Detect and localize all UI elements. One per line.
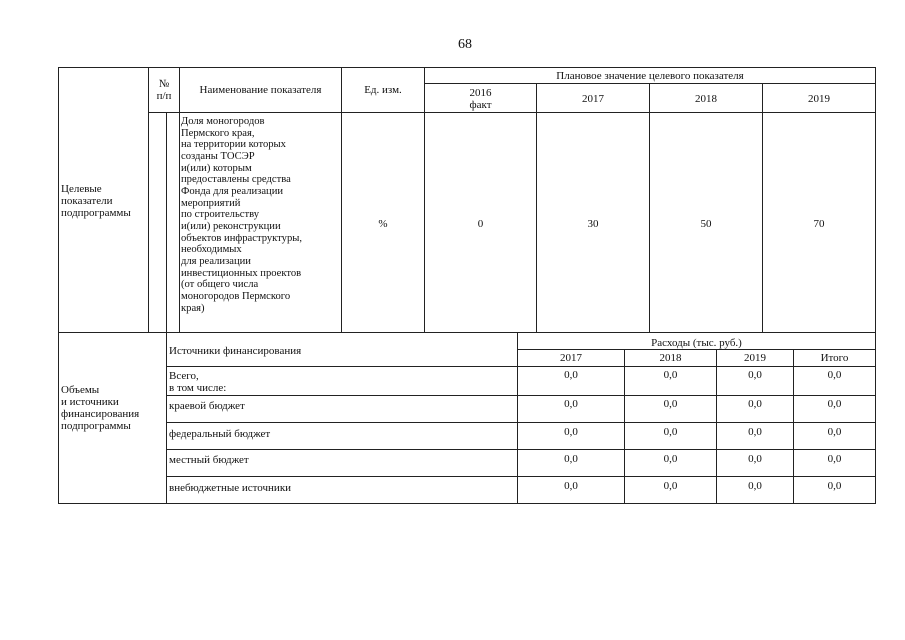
fin-cell: 0,0: [748, 480, 762, 492]
table-left-border: [58, 67, 59, 504]
indicator-name: Доля моногородов Пермского края, на территории которых созданы ТОСЭР и(или) которым предоставлены средства Фонда для реализации мероприятий по строительству и(или) реконструкции объектов инфраструктуры, необходимых для реализации инвестиционных проектов (от общего числа моногородов Пермского края): [181, 116, 303, 314]
table-top-border: [58, 67, 876, 68]
row-divider: [166, 476, 876, 477]
sources-header: Источники финансирования: [169, 345, 302, 357]
fin-row-label-local: местный бюджет: [169, 454, 249, 466]
num-header: № п/п: [156, 78, 172, 102]
targets-bottom-border: [58, 332, 876, 333]
name-header: Наименование показателя: [199, 84, 322, 96]
num-col-divider: [148, 67, 149, 332]
fin-cell: 0,0: [663, 426, 678, 438]
value-2017: 30: [587, 218, 599, 230]
year-2018-divider: [649, 83, 650, 332]
fin-col-total: Итого: [820, 352, 849, 364]
page-number: 68: [458, 37, 472, 52]
fin-row-label-extrabudgetary: внебюджетные источники: [169, 482, 292, 494]
fin-cell: 0,0: [827, 480, 842, 492]
fin-cell: 0,0: [663, 480, 678, 492]
header-bottom-border: [148, 112, 876, 113]
fin-cell: 0,0: [663, 398, 678, 410]
planned-header-divider: [424, 83, 876, 84]
financing-label-divider: [166, 332, 167, 504]
targets-section-title: Целевые показатели подпрограммы: [61, 183, 131, 219]
fin-cell: 0,0: [748, 453, 762, 465]
fin-col-2019: 2019: [744, 352, 766, 364]
value-2018: 50: [700, 218, 712, 230]
year-header-2016: 2016 факт: [469, 87, 492, 111]
fin-col-2018: 2018: [659, 352, 682, 364]
fin-row-label-total: Всего, в том числе:: [169, 370, 227, 394]
expenses-header-divider: [517, 349, 876, 350]
fin-cell: 0,0: [564, 369, 578, 381]
fin-cell: 0,0: [564, 426, 578, 438]
row-divider: [166, 449, 876, 450]
unit-col-left-divider: [341, 67, 342, 332]
table-bottom-border: [58, 503, 876, 504]
num-col-inner-divider: [166, 112, 167, 332]
fin-cell: 0,0: [663, 369, 678, 381]
planned-value-header: Плановое значение целевого показателя: [556, 70, 744, 82]
year-2017-divider: [536, 83, 537, 332]
row-divider: [166, 395, 876, 396]
year-header-2017: 2017: [582, 93, 604, 105]
row-divider: [166, 422, 876, 423]
fin-cell: 0,0: [827, 369, 842, 381]
unit-header: Ед. изм.: [364, 84, 402, 96]
fin-cell: 0,0: [663, 453, 678, 465]
financing-section-title: Объемы и источники финансирования подпрограммы: [61, 384, 140, 432]
fin-col-2017: 2017: [560, 352, 582, 364]
year-header-2019: 2019: [808, 93, 830, 105]
value-2019: 70: [813, 218, 825, 230]
fin-cell: 0,0: [748, 398, 762, 410]
expenses-header: Расходы (тыс. руб.): [651, 337, 742, 349]
year-2019-divider: [762, 83, 763, 332]
financing-header-bottom: [166, 366, 876, 367]
fin-cell: 0,0: [748, 426, 762, 438]
fin-cell: 0,0: [564, 480, 578, 492]
fin-cell: 0,0: [564, 398, 578, 410]
fin-cell: 0,0: [827, 426, 842, 438]
table-right-border: [875, 67, 876, 504]
fin-row-label-regional: краевой бюджет: [169, 400, 245, 412]
year-header-2018: 2018: [695, 93, 717, 105]
fin-cell: 0,0: [564, 453, 578, 465]
fin-cell: 0,0: [748, 369, 762, 381]
fin-row-label-federal: федеральный бюджет: [169, 428, 271, 440]
name-col-divider: [179, 67, 180, 332]
fin-cell: 0,0: [827, 398, 842, 410]
fin-cell: 0,0: [827, 453, 842, 465]
indicator-unit: %: [378, 218, 388, 230]
value-2016: 0: [477, 218, 484, 230]
